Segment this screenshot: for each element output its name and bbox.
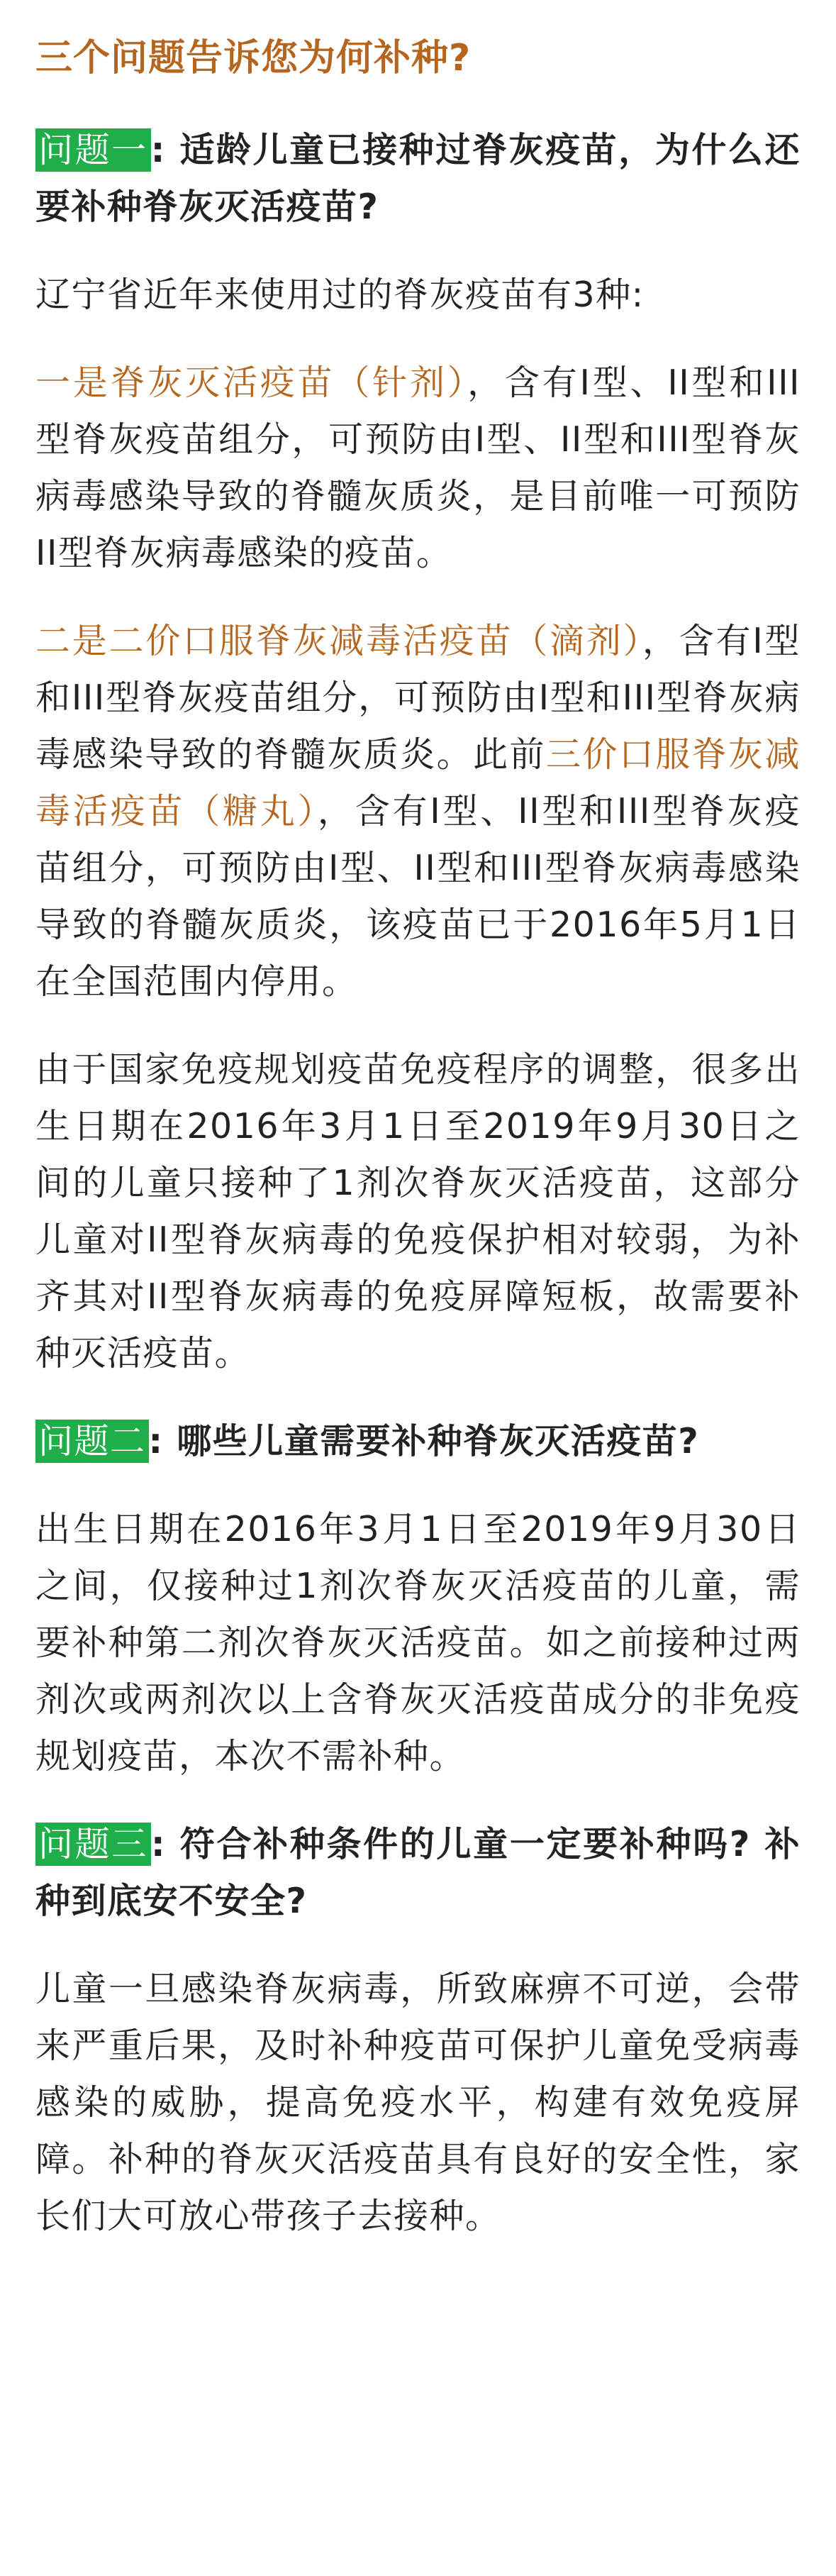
question-1-separator: : bbox=[150, 130, 166, 170]
question-2-text: 哪些儿童需要补种脊灰灭活疫苗? bbox=[177, 1421, 700, 1461]
question-1-text: 适龄儿童已接种过脊灰疫苗，为什么还要补种脊灰灭活疫苗? bbox=[35, 130, 801, 227]
reason-paragraph: 由于国家免疫规划疫苗免疫程序的调整，很多出生日期在2016年3月1日至2019年9月30日之间的儿童只接种了1剂次脊灰灭活疫苗，这部分儿童对II型脊灰病毒的免疫保护相对较弱，为补齐其对II型脊灰病毒的免疫屏障短板，故需要补种灭活疫苗。 bbox=[35, 1049, 801, 1373]
ipv-text: ，含有I型、II型和III型脊灰疫苗组分，可预防由I型、II型和III型脊灰病毒感染导致的脊髓灰质炎，是目前唯一可预防II型脊灰病毒感染的疫苗。 bbox=[35, 363, 801, 573]
question-2 bbox=[35, 1413, 801, 1470]
question-3 bbox=[35, 1816, 801, 1930]
topv-text: ，含有I型、II型和III型脊灰疫苗组分，可预防由I型、II型和III型脊灰病毒感染导致的脊髓灰质炎，该疫苗已于2016年5月1日在全国范围内停用。 bbox=[35, 791, 801, 1002]
question-3-separator: : bbox=[151, 1824, 167, 1864]
who-paragraph: 出生日期在2016年3月1日至2019年9月30日之间，仅接种过1剂次脊灰灭活疫苗的儿童，需要补种第二剂次脊灰灭活疫苗。如之前接种过两剂次或两剂次以上含脊灰灭活疫苗成分的非免疫规划疫苗，本次不需补种。 bbox=[35, 1509, 801, 1776]
ipv-paragraph bbox=[35, 355, 801, 582]
ipv-highlight: 一是脊灰灭活疫苗（针剂） bbox=[35, 363, 468, 403]
question-3-tag: 问题三 bbox=[35, 1823, 151, 1866]
topv-highlight: 三价口服脊灰减毒活疫苗（糖丸） bbox=[35, 734, 801, 831]
question-2-separator: : bbox=[148, 1421, 164, 1461]
intro-paragraph: 辽宁省近年来使用过的脊灰疫苗有3种: bbox=[35, 275, 645, 315]
article-title: 三个问题告诉您为何补种? bbox=[35, 37, 472, 79]
question-1-tag: 问题一 bbox=[35, 128, 151, 172]
question-2-tag: 问题二 bbox=[35, 1420, 149, 1463]
bopv-text: ，含有I型和III型脊灰疫苗组分，可预防由I型和III型脊灰病毒感染导致的脊髓灰质炎。此前 bbox=[35, 621, 801, 775]
safety-paragraph: 儿童一旦感染脊灰病毒，所致麻痹不可逆，会带来严重后果，及时补种疫苗可保护儿童免受病毒感染的威胁，提高免疫水平，构建有效免疫屏障。补种的脊灰灭活疫苗具有良好的安全性，家长们大可放心带孩子去接种。 bbox=[35, 1969, 801, 2236]
bopv-highlight: 二是二价口服脊灰减毒活疫苗（滴剂） bbox=[35, 621, 642, 661]
bopv-paragraph bbox=[35, 613, 801, 1010]
question-1 bbox=[35, 122, 801, 236]
question-3-text: 符合补种条件的儿童一定要补种吗? 补种到底安不安全? bbox=[35, 1824, 801, 1921]
